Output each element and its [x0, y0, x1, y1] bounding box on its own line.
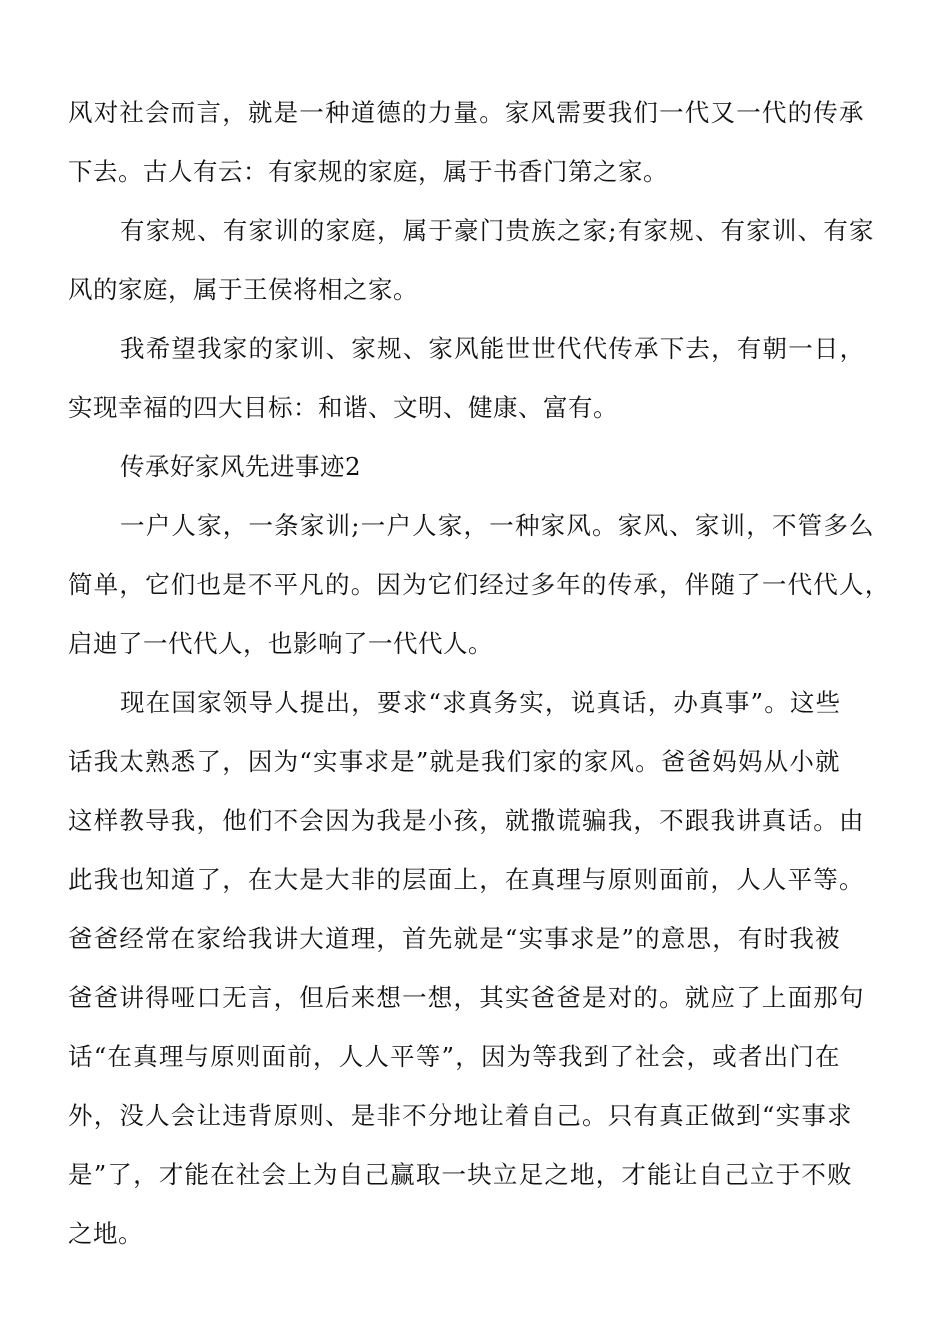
text-line: 是”了，才能在社会上为自己赢取一块立足之地，才能让自己立于不败: [68, 1160, 853, 1189]
text-line: 风对社会而言，就是一种道德的力量。家风需要我们一代又一代的传承: [68, 98, 865, 127]
text-line: 实现幸福的四大目标：和谐、文明、健康、富有。: [68, 393, 618, 422]
text-line: 这样教导我，他们不会因为我是小孩，就撒谎骗我，不跟我讲真话。由: [68, 806, 865, 835]
text-line: 有家规、有家训的家庭，属于豪门贵族之家;有家规、有家训、有家: [120, 216, 875, 245]
text-line: 爸爸讲得哑口无言，但后来想一想，其实爸爸是对的。就应了上面那句: [68, 983, 865, 1012]
section-heading: 传承好家风先进事迹2: [120, 452, 362, 481]
text-line: 下去。古人有云：有家规的家庭，属于书香门第之家。: [68, 157, 668, 186]
text-line: 我希望我家的家训、家规、家风能世世代代传承下去，有朝一日，: [120, 334, 866, 363]
text-line: 风的家庭，属于王侯将相之家。: [68, 275, 418, 304]
text-line: 一户人家，一条家训;一户人家，一种家风。家风、家训，不管多么: [120, 511, 875, 540]
text-line: 话“在真理与原则面前，人人平等”，因为等我到了社会，或者出门在: [68, 1042, 841, 1071]
text-line: 启迪了一代代人，也影响了一代代人。: [68, 629, 493, 658]
text-line: 简单，它们也是不平凡的。因为它们经过多年的传承，伴随了一代代人，: [68, 570, 891, 599]
text-line: 爸爸经常在家给我讲大道理，首先就是“实事求是”的意思，有时我被: [68, 924, 841, 953]
text-line: 现在国家领导人提出，要求“求真务实，说真话，办真事”。这些: [120, 688, 842, 717]
text-line: 此我也知道了，在大是大非的层面上，在真理与原则面前，人人平等。: [68, 865, 865, 894]
text-line: 话我太熟悉了，因为“实事求是”就是我们家的家风。爸爸妈妈从小就: [68, 747, 841, 776]
text-line: 外，没人会让违背原则、是非不分地让着自己。只有真正做到“实事求: [68, 1101, 853, 1130]
text-line: 之地。: [68, 1219, 143, 1248]
